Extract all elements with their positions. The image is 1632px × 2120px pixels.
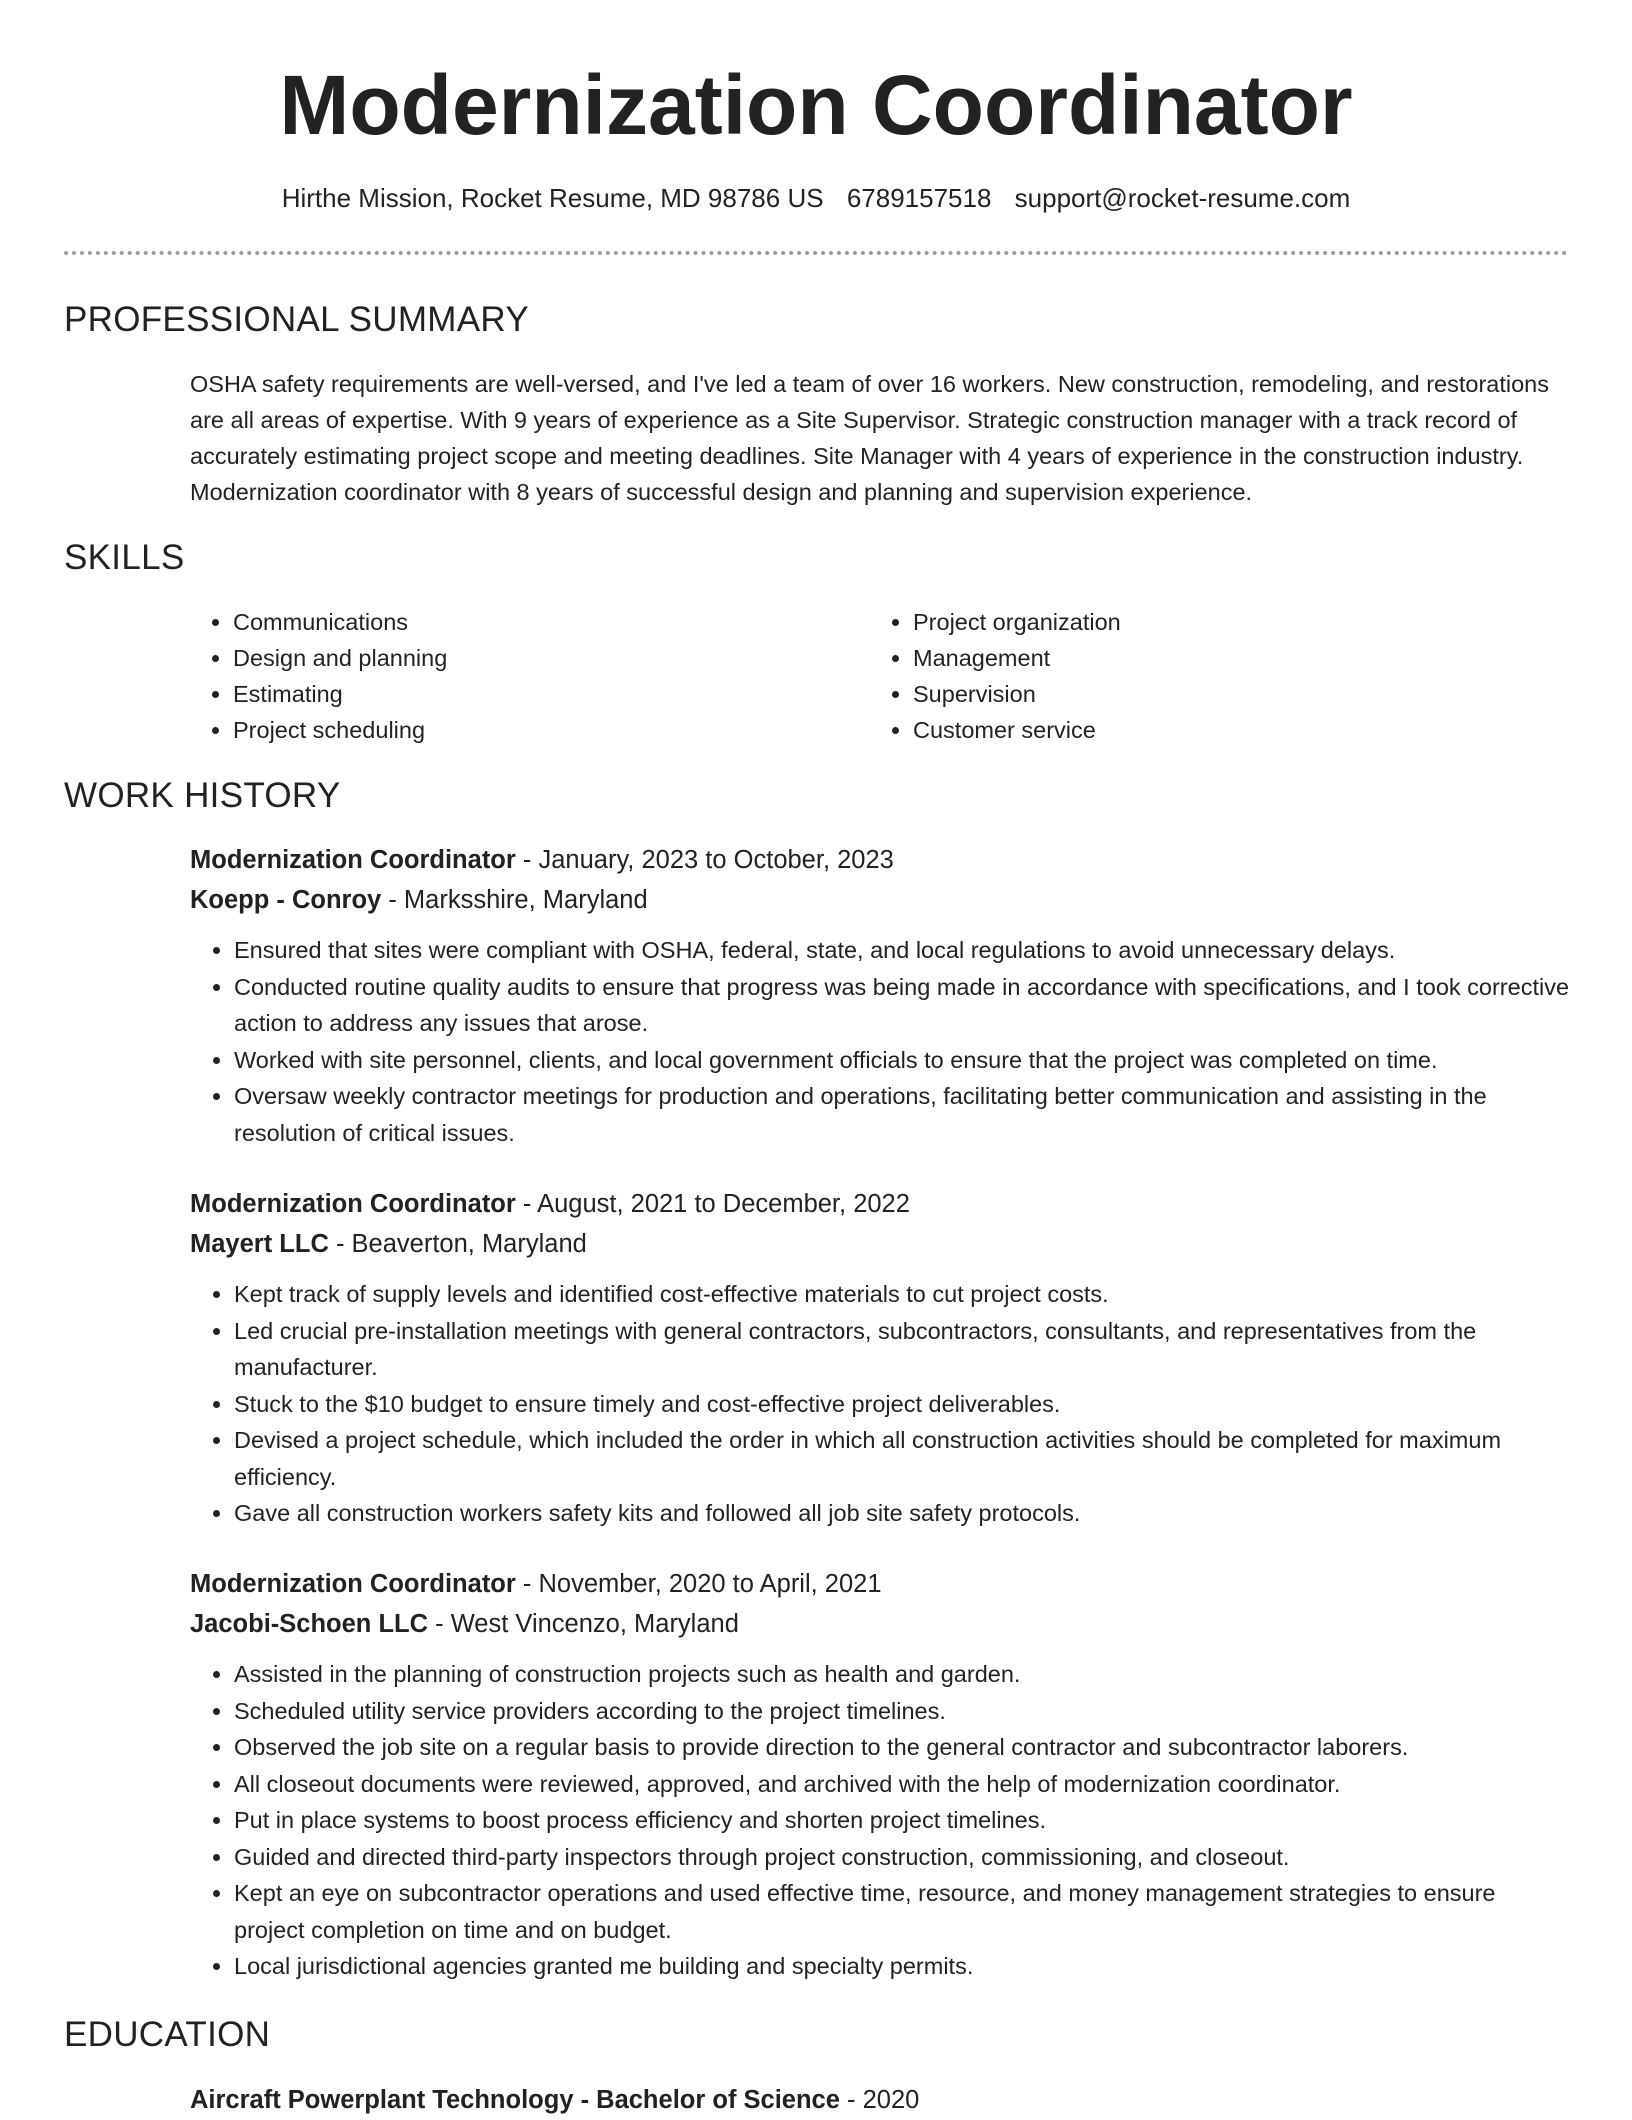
section-title-work: WORK HISTORY [64,776,341,815]
job-bullet: • Stuck to the $10 budget to ensure timely and cost-effective project deliverables. [234,1386,1570,1423]
job-bullet: • Scheduled utility service providers according to the project timelines. [234,1693,1570,1730]
contact-email: support@rocket-resume.com [1014,183,1351,213]
skill-item: • Supervision [913,676,1121,712]
job-bullets [190,1656,1570,1985]
job-dates: November, 2020 to April, 2021 [538,1570,882,1598]
section-title-summary: PROFESSIONAL SUMMARY [64,300,529,339]
job-title: Modernization Coordinator [190,1570,516,1598]
job-company-line: Jacobi-Schoen LLC - West Vincenzo, Maryland [190,1610,739,1638]
job-bullets [190,1276,1570,1532]
job-location: Beaverton, Maryland [351,1230,587,1258]
header-divider [64,251,1568,255]
job-location: West Vincenzo, Maryland [450,1610,739,1638]
job-company-line: Mayert LLC - Beaverton, Maryland [190,1230,587,1258]
summary-text: OSHA safety requirements are well-versed, and I've led a team of over 16 workers. New construction, remodeling, and restorations are all areas of expertise. With 9 years of experience as a Site Supervisor. Strategic construction manager with a track record of accurately estimating project scope and meeting deadlines. Site Manager with 4 years of experience in the construction industry. Modernization coordinator with 8 years of successful design and planning and supervision experience. [190,371,1549,505]
job-bullet: • Observed the job site on a regular basis to provide direction to the general contractor and subcontractor laborers. [234,1729,1570,1766]
skill-item: • Communications [233,604,447,640]
candidate-name: Modernization Coordinator [279,58,1353,152]
contact-line [0,180,1632,216]
job-bullet: • All closeout documents were reviewed, approved, and archived with the help of modernization coordinator. [234,1766,1570,1803]
job-bullet: • Kept an eye on subcontractor operations and used effective time, resource, and money management strategies to ensure project completion on time and on budget. [234,1875,1570,1948]
skill-item: • Customer service [913,712,1121,748]
job-bullet: • Local jurisdictional agencies granted me building and specialty permits. [234,1948,1570,1985]
section-title-skills: SKILLS [64,538,185,577]
job-bullet: • Ensured that sites were compliant with OSHA, federal, state, and local regulations to avoid unnecessary delays. [234,932,1570,969]
skill-item: • Design and planning [233,640,447,676]
skills-list-right [869,604,1121,748]
job-bullet: • Guided and directed third-party inspectors through project construction, commissioning, and closeout. [234,1839,1570,1876]
job-bullet: • Assisted in the planning of construction projects such as health and garden. [234,1656,1570,1693]
skills-list-left [189,604,447,748]
job-company: Jacobi-Schoen LLC [190,1610,429,1638]
job-bullet: • Put in place systems to boost process efficiency and shorten project timelines. [234,1802,1570,1839]
job-title-line: Modernization Coordinator - January, 2023 to October, 2023 [190,846,894,874]
job-entry [190,1184,1570,1532]
job-entry [190,1564,1570,1985]
education-year: 2020 [862,2086,920,2114]
job-company: Koepp - Conroy [190,886,382,914]
job-title: Modernization Coordinator [190,846,516,874]
job-bullet: • Gave all construction workers safety kits and followed all job site safety protocols. [234,1495,1570,1532]
skill-item: • Estimating [233,676,447,712]
job-title-line: Modernization Coordinator - August, 2021 to December, 2022 [190,1190,910,1218]
section-title-education: EDUCATION [64,2015,271,2054]
contact-phone: 6789157518 [846,183,992,213]
job-location: Marksshire, Maryland [403,886,648,914]
job-dates: August, 2021 to December, 2022 [537,1190,910,1218]
job-title-line: Modernization Coordinator - November, 2020 to April, 2021 [190,1570,882,1598]
job-dates: January, 2023 to October, 2023 [538,846,894,874]
education-degree: Aircraft Powerplant Technology - Bachelor of Science [190,2086,840,2114]
skill-item: • Project organization [913,604,1121,640]
job-bullet: • Kept track of supply levels and identified cost-effective materials to cut project costs. [234,1276,1570,1313]
job-bullet: • Oversaw weekly contractor meetings for production and operations, facilitating better communication and assisting in the resolution of critical issues. [234,1078,1570,1151]
job-bullet: • Conducted routine quality audits to ensure that progress was being made in accordance with specifications, and I took corrective action to address any issues that arose. [234,969,1570,1042]
education-entry: Aircraft Powerplant Technology - Bachelor of Science - 2020 [190,2086,920,2114]
job-company-line: Koepp - Conroy - Marksshire, Maryland [190,886,648,914]
skill-item: • Project scheduling [233,712,447,748]
job-bullet: • Worked with site personnel, clients, and local government officials to ensure that the project was completed on time. [234,1042,1570,1079]
contact-address: Hirthe Mission, Rocket Resume, MD 98786 US [281,183,824,213]
job-bullet: • Led crucial pre-installation meetings with general contractors, subcontractors, consultants, and representatives from the manufacturer. [234,1313,1570,1386]
job-bullets [190,932,1570,1151]
job-company: Mayert LLC [190,1230,329,1258]
skill-item: • Management [913,640,1121,676]
job-title: Modernization Coordinator [190,1190,516,1218]
job-entry [190,840,1570,1151]
job-bullet: • Devised a project schedule, which included the order in which all construction activities should be completed for maximum efficiency. [234,1422,1570,1495]
